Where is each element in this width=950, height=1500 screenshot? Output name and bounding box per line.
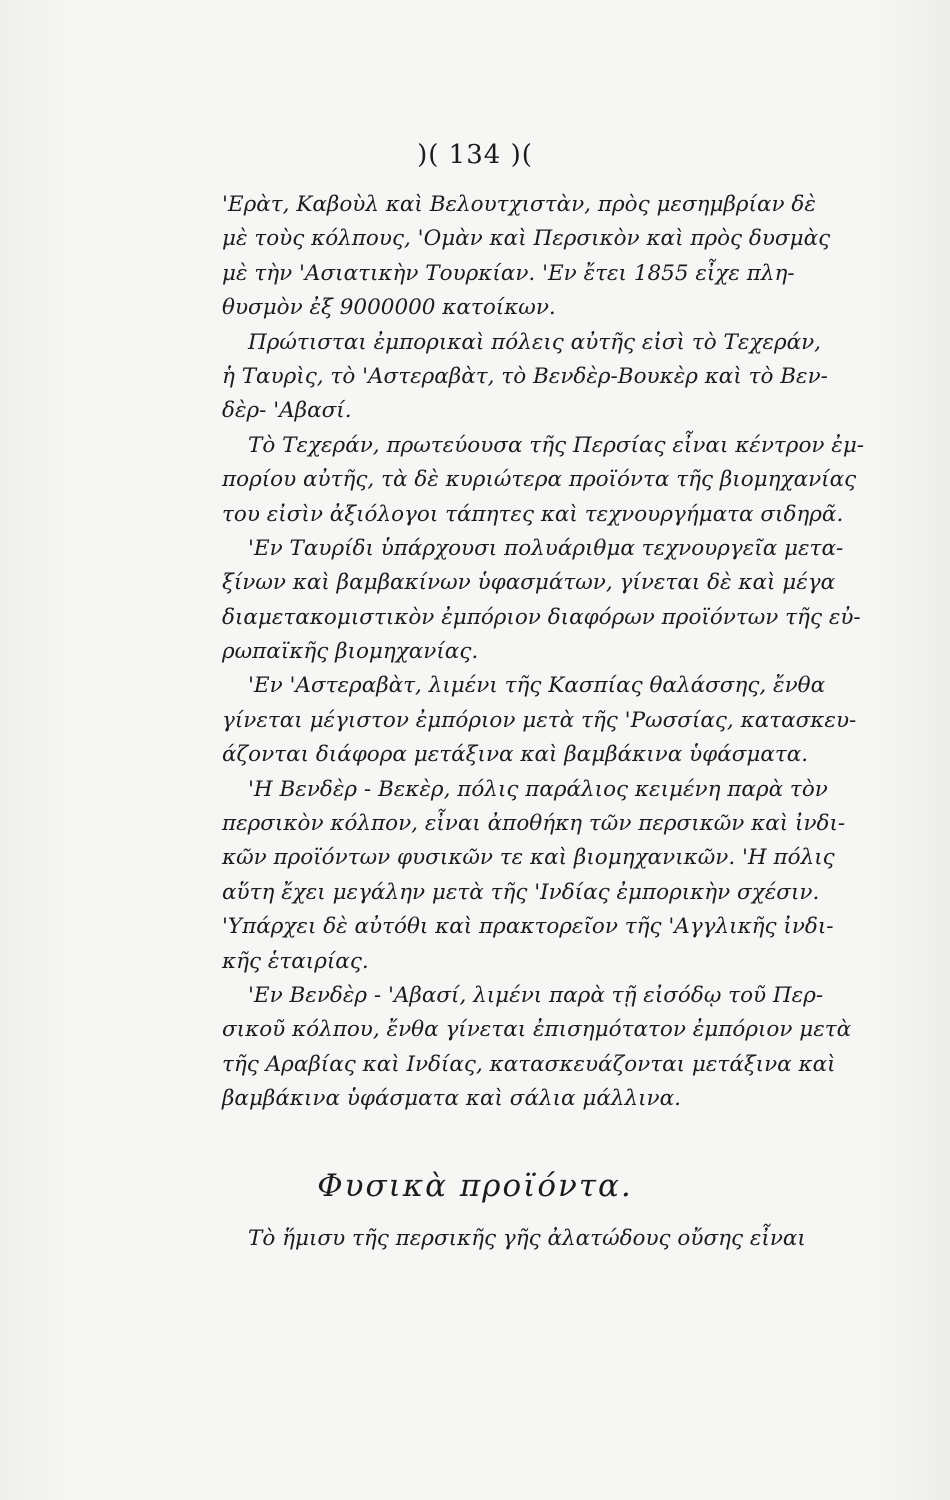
- text-line: 'Εν 'Αστεραβὰτ, λιμένι τῆς Κασπίας θαλάσσης, ἔνθα: [248, 673, 826, 699]
- text-line: 'Εν Ταυρίδι ὑπάρχουσι πολυάριθμα τεχνουργεῖα μετα-: [248, 535, 844, 561]
- section-heading: Φυσικὰ προϊόντα.: [317, 1168, 633, 1204]
- text-line: κῆς ἑταιρίας.: [222, 948, 369, 974]
- text-line: σικοῦ κόλπου, ἔνθα γίνεται ἐπισημότατον ἐμπόριον μετὰ: [222, 1017, 852, 1043]
- text-line: διαμετακομιστικὸν ἐμπόριον διαφόρων προϊόντων τῆς εὐ-: [222, 604, 861, 630]
- text-line: Τὸ Τεχεράν, πρωτεύουσα τῆς Περσίας εἶναι κέντρον ἐμ-: [248, 432, 865, 458]
- text-line: 'Υπάρχει δὲ αὐτόθι καὶ πρακτορεῖον τῆς 'Αγγλικῆς ἰνδι-: [222, 914, 834, 940]
- text-line: κῶν προϊόντων φυσικῶν τε καὶ βιομηχανικῶν. 'Η πόλις: [222, 845, 835, 871]
- text-line: βαμβάκινα ὑφάσματα καὶ σάλια μάλλινα.: [222, 1086, 681, 1112]
- text-line: ἡ Ταυρὶς, τὸ 'Αστεραβὰτ, τὸ Βενδὲρ-Βουκὲρ καὶ τὸ Βεν-: [222, 363, 828, 389]
- body-text: [222, 188, 865, 1117]
- text-line: 'Ερὰτ, Καβοὺλ καὶ Βελουτχιστὰν, πρὸς μεσημβρίαν δὲ: [222, 192, 816, 217]
- text-line: άζονται διάφορα μετάξινα καὶ βαμβάκινα ὑφάσματα.: [222, 742, 809, 768]
- text-line: Τὸ ἥμισυ τῆς περσικῆς γῆς ἀλατώδους οὔσης εἶναι: [248, 1226, 806, 1251]
- text-line: μὲ τοὺς κόλπους, 'Ομὰν καὶ Περσικὸν καὶ πρὸς δυσμὰς: [222, 226, 831, 252]
- text-line: Πρώτισται ἐμπορικαὶ πόλεις αὐτῆς εἰσὶ τὸ Τεχεράν,: [248, 329, 822, 355]
- text-line: του εἰσὶν ἀξιόλογοι τάπητες καὶ τεχνουργήματα σιδηρᾶ.: [222, 501, 844, 527]
- text-line: πορίου αὐτῆς, τὰ δὲ κυριώτερα προϊόντα τῆς βιομηχανίας: [222, 467, 857, 493]
- text-line: μὲ τὴν 'Ασιατικὴν Τουρκίαν. 'Εν ἔτει 1855 εἶχε πλη-: [222, 260, 795, 286]
- text-line: γίνεται μέγιστον ἐμπόριον μετὰ τῆς 'Ρωσσίας, κατασκευ-: [222, 707, 857, 733]
- page-number-header: )( 134 )(: [417, 140, 533, 170]
- text-line: τῆς Αραβίας καὶ Ινδίας, κατασκευάζονται μετάξινα καὶ: [222, 1051, 836, 1077]
- text-line: ρωπαϊκῆς βιομηχανίας.: [222, 639, 479, 665]
- section-body: [222, 1222, 806, 1256]
- text-line: 'Η Βενδὲρ - Βεκὲρ, πόλις παράλιος κειμένη παρὰ τὸν: [248, 776, 828, 802]
- text-line: 'Εν Βενδὲρ - 'Αβασί, λιμένι παρὰ τῇ εἰσόδῳ τοῦ Περ-: [248, 982, 824, 1008]
- text-line: αὕτη ἔχει μεγάλην μετὰ τῆς 'Ινδίας ἐμπορικὴν σχέσιν.: [222, 879, 820, 905]
- text-line: ξίνων καὶ βαμβακίνων ὑφασμάτων, γίνεται δὲ καὶ μέγα: [222, 570, 836, 596]
- text-line: περσικὸν κόλπον, εἶναι ἀποθήκη τῶν περσικῶν καὶ ἰνδι-: [222, 811, 846, 837]
- text-line: θυσμὸν ἐξ 9000000 κατοίκων.: [222, 295, 556, 321]
- text-line: δὲρ- 'Αβασί.: [222, 398, 352, 424]
